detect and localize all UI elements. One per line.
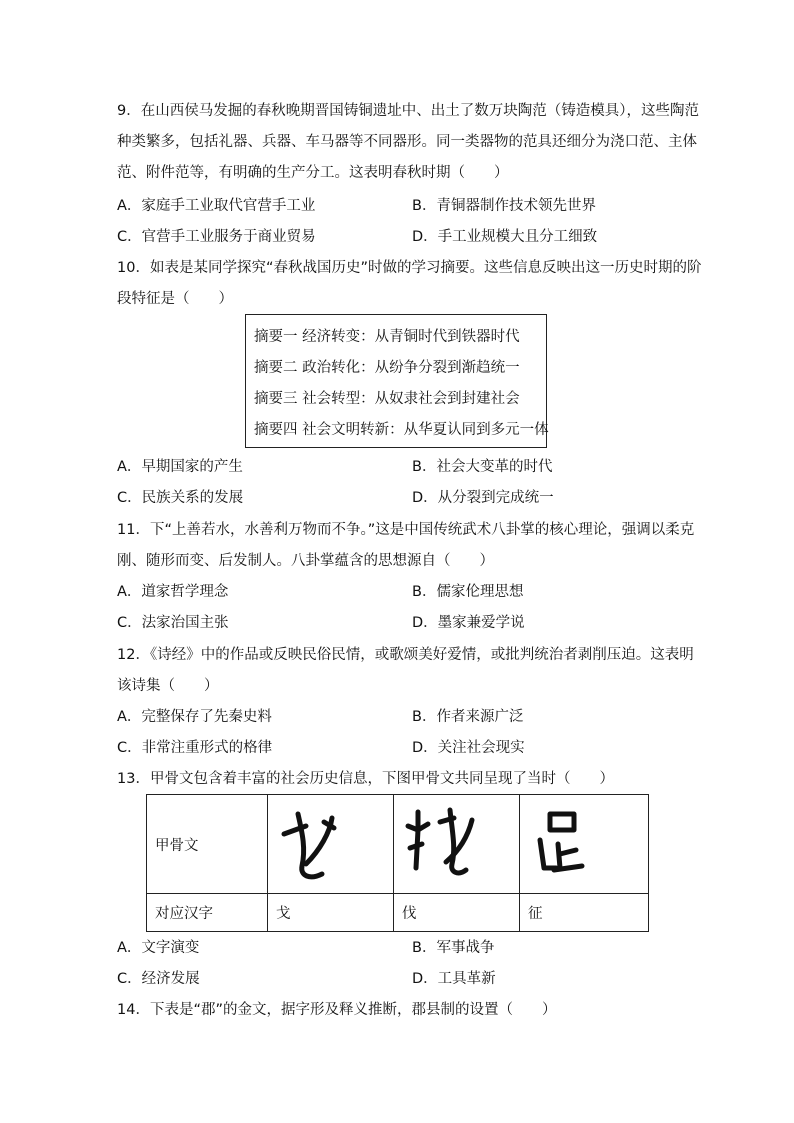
q11-option-a: A．道家哲学理念 [117,584,229,600]
q11-stem-line-1: 11．下“上善若水，水善利万物而不争。”这是中国传统武术八卦掌的核心理论，强调以柔克 [117,522,695,538]
q10-stem-line-2: 段特征是（ ） [117,291,233,307]
summary-item-1: 摘要一 经济转变：从青铜时代到铁器时代 [254,329,520,345]
q13-option-c: C．经济发展 [117,971,200,987]
summary-item-2: 摘要二 政治转化：从纷争分裂到渐趋统一 [254,360,520,376]
oracle-bone-zheng-icon [528,804,608,884]
q11-option-d: D．墨家兼爱学说 [412,615,525,631]
hanzi-cell-2: 伐 [394,894,520,932]
q11-stem-line-2: 刚、随形而变、后发制人。八卦掌蕴含的思想源自（ ） [117,553,494,569]
oracle-glyph-cell-2 [394,795,520,894]
q9-stem-line-3: 范、附件范等，有明确的生产分工。这表明春秋时期（ ） [117,165,509,181]
q10-stem-line-1: 10．如表是某同学探究“春秋战国历史”时做的学习摘要。这些信息反映出这一历史时期的阶 [117,260,702,276]
q9-stem-line-2: 种类繁多，包括礼器、兵器、车马器等不同器形。同一类器物的范具还细分为浇口范、主体 [117,134,697,150]
q10-option-b: B．社会大变革的时代 [412,459,553,475]
q12-stem-line-1: 12．《诗经》中的作品或反映民俗民情，或歌颂美好爱情，或批判统治者剥削压迫。这表明 [117,647,694,663]
summary-item-3: 摘要三 社会转型：从奴隶社会到封建社会 [254,391,520,407]
q11-option-c: C．法家治国主张 [117,615,229,631]
q13-stem-line-1: 13．甲骨文包含着丰富的社会历史信息，下图甲骨文共同呈现了当时（ ） [117,771,614,787]
hanzi-row-label: 对应汉字 [147,894,268,932]
q12-option-a: A．完整保存了先秦史料 [117,709,272,725]
q9-option-d: D．手工业规模大且分工细致 [412,229,598,245]
oracle-bone-ge-icon [276,804,356,884]
q12-option-c: C．非常注重形式的格律 [117,740,273,756]
oracle-row-label: 甲骨文 [147,795,268,894]
hanzi-cell-1: 戈 [268,894,394,932]
q13-option-b: B．军事战争 [412,940,495,956]
q13-option-d: D．工具革新 [412,971,496,987]
oracle-bone-table [146,794,649,932]
oracle-bone-fa-icon [402,804,482,884]
q12-stem-line-2: 该诗集（ ） [117,678,219,694]
q11-option-b: B．儒家伦理思想 [412,584,524,600]
q10-option-c: C．民族关系的发展 [117,490,244,506]
q10-option-d: D．从分裂到完成统一 [412,490,554,506]
q10-summary-box [245,314,547,448]
q9-option-a: A．家庭手工业取代官营手工业 [117,198,316,214]
q14-stem-line-1: 14．下表是“郡”的金文，据字形及释义推断，郡县制的设置（ ） [117,1002,557,1018]
q9-stem-line-1: 9．在山西侯马发掘的春秋晚期晋国铸铜遗址中、出土了数万块陶范（铸造模具），这些陶范 [117,103,699,119]
oracle-glyph-cell-3 [520,795,649,894]
hanzi-cell-3: 征 [520,894,649,932]
q12-option-d: D．关注社会现实 [412,740,525,756]
q10-option-a: A．早期国家的产生 [117,459,243,475]
summary-item-4: 摘要四 社会文明转新：从华夏认同到多元一体 [254,422,549,438]
q12-option-b: B．作者来源广泛 [412,709,524,725]
oracle-glyph-cell-1 [268,795,394,894]
q9-option-b: B．青铜器制作技术领先世界 [412,198,596,214]
q9-option-c: C．官营手工业服务于商业贸易 [117,229,316,245]
q13-option-a: A．文字演变 [117,940,200,956]
